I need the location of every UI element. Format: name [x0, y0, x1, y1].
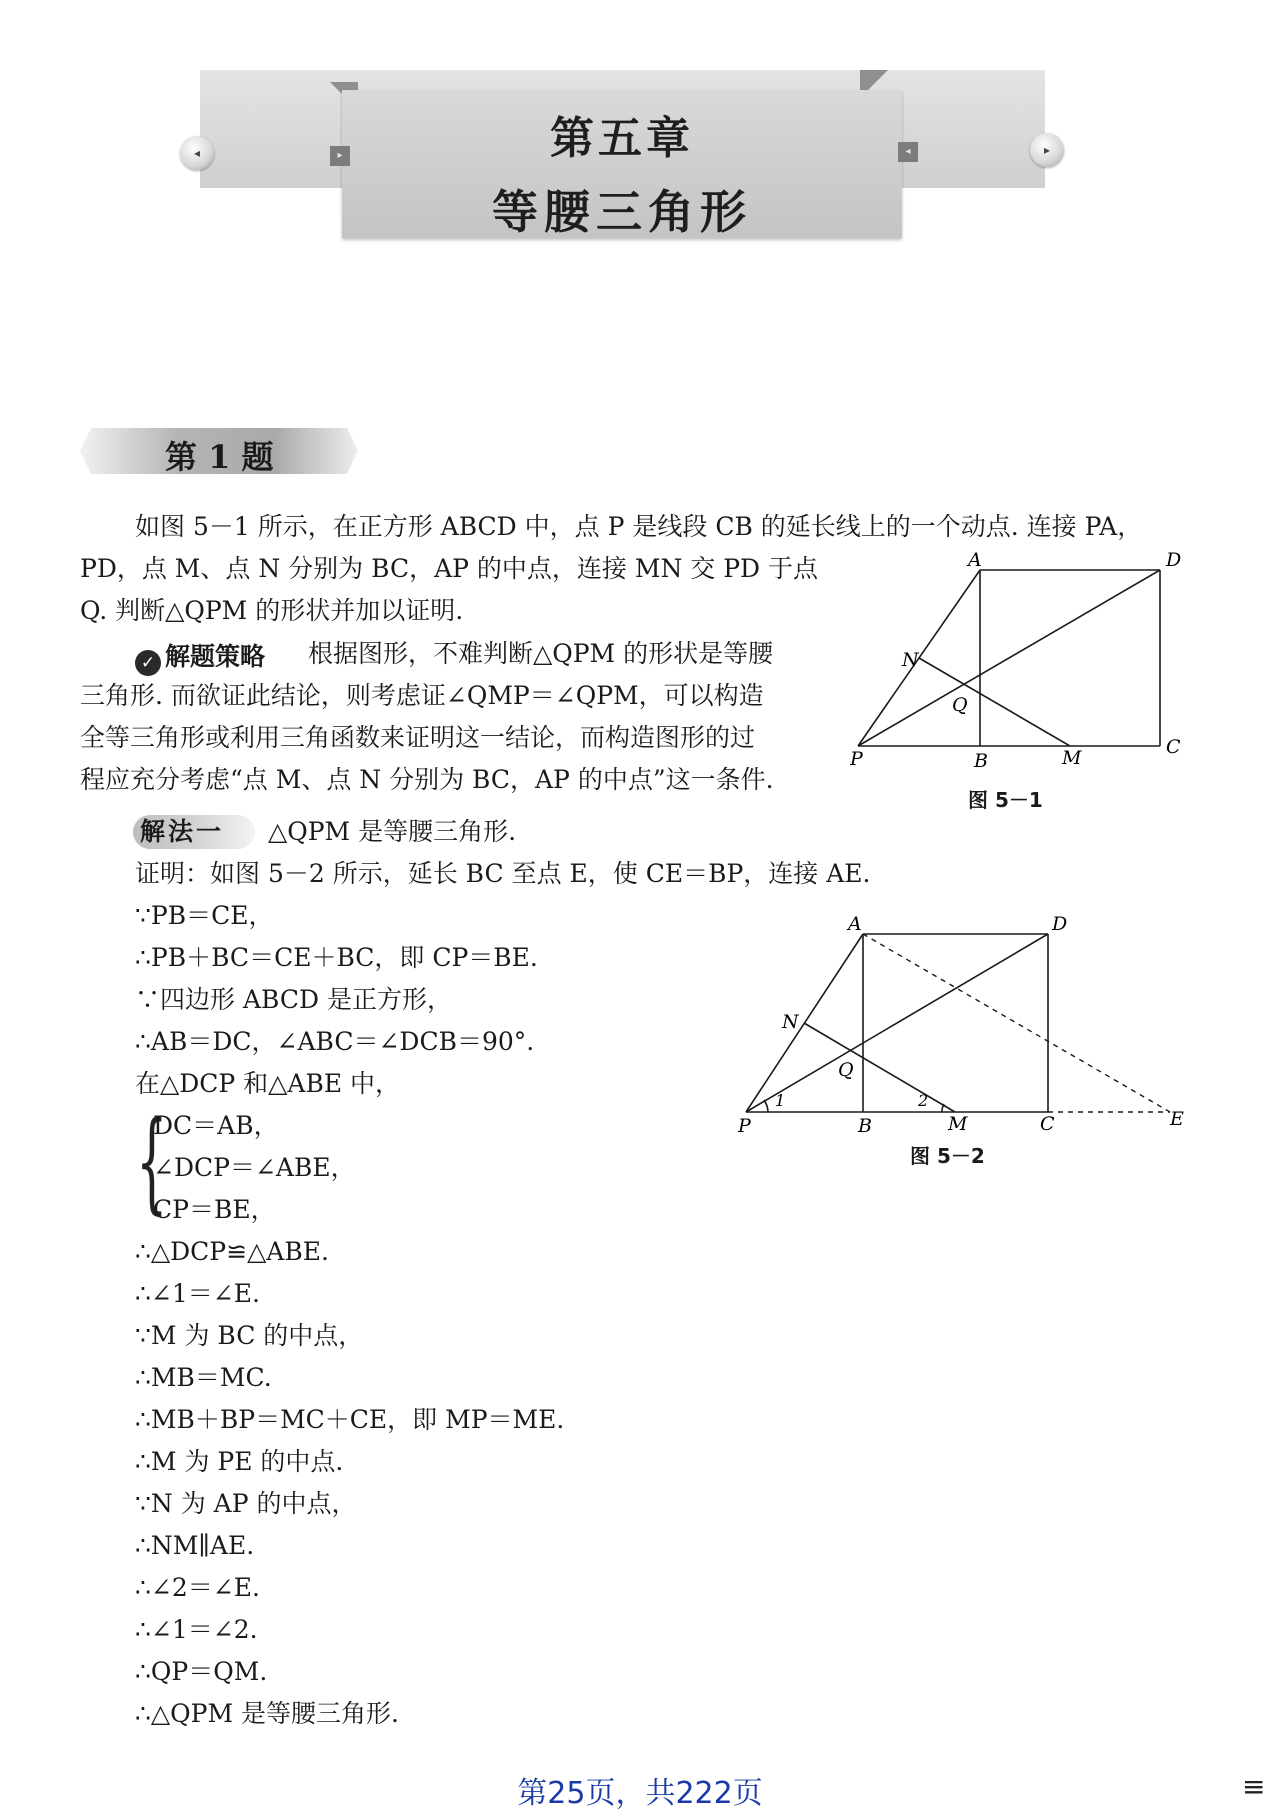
proof-line-3: ∴PB＋BC＝CE＋BC，即 CP＝BE.	[135, 943, 538, 972]
check-circle-icon: ✓	[135, 650, 161, 676]
conclusion-line-6: ∴M 为 PE 的中点.	[135, 1447, 344, 1476]
strategy-line-4: 程应充分考虑“点 M、点 N 分别为 BC，AP 的中点”这一条件.	[80, 765, 774, 794]
problem-statement-line-1: 如图 5－1 所示，在正方形 ABCD 中，点 P 是线段 CB 的延长线上的一个动点. 连接 PA，	[135, 512, 1143, 541]
fig2-label-A: A	[848, 913, 862, 935]
fig2-label-E: E	[1170, 1108, 1184, 1130]
fig1-label-Q: Q	[952, 694, 968, 716]
figure-5-1-caption: 图 5－1	[968, 788, 1043, 812]
right-tab-arrow-icon: ◂	[898, 142, 918, 162]
figure-5-2	[730, 910, 1195, 1135]
fig1-label-M: M	[1062, 747, 1082, 768]
prev-arrow-icon: ◂	[180, 136, 214, 170]
left-tab-arrow-icon: ▸	[330, 146, 350, 166]
fig2-angle-1-arc	[764, 1100, 768, 1112]
strategy-heading	[135, 637, 265, 676]
problem-statement-line-2: PD，点 M、点 N 分别为 BC，AP 的中点，连接 MN 交 PD 于点	[80, 554, 819, 583]
fig2-label-P: P	[738, 1115, 751, 1135]
banner-front-panel	[342, 90, 902, 238]
problem-label: 第 1 题	[165, 438, 274, 476]
fig2-label-angle-1: 1	[775, 1091, 786, 1110]
fig1-label-C: C	[1166, 736, 1181, 758]
proof-line-1: 证明：如图 5－2 所示，延长 BC 至点 E，使 CE＝BP，连接 AE.	[135, 859, 871, 888]
next-arrow-icon: ▸	[1030, 133, 1064, 167]
chapter-title: 等腰三角形	[492, 185, 752, 239]
chapter-number: 第五章	[550, 113, 694, 164]
conclusion-line-10: ∴∠1＝∠2.	[135, 1615, 258, 1644]
system-brace: {	[136, 1097, 168, 1225]
fig1-label-D: D	[1166, 549, 1182, 571]
fig1-label-B: B	[974, 750, 988, 768]
conclusion-line-5: ∴MB＋BP＝MC＋CE，即 MP＝ME.	[135, 1405, 565, 1434]
fig2-label-Q: Q	[838, 1059, 854, 1081]
figure-5-1	[850, 548, 1190, 768]
method-label: 解法一	[140, 817, 225, 846]
fig1-line-NM	[919, 658, 1070, 746]
conclusion-line-12: ∴△QPM 是等腰三角形.	[135, 1699, 399, 1728]
conclusion-line-4: ∴MB＝MC.	[135, 1363, 272, 1392]
conclusion-line-9: ∴∠2＝∠E.	[135, 1573, 260, 1602]
strategy-line-3: 全等三角形或利用三角函数来证明这一结论，而构造图形的过	[80, 723, 756, 752]
figure-5-2-caption: 图 5－2	[910, 1144, 985, 1168]
proof-line-5: ∴AB＝DC，∠ABC＝∠DCB＝90°.	[135, 1027, 535, 1056]
fig2-label-C: C	[1040, 1113, 1055, 1135]
conclusion-line-8: ∴NM∥AE.	[135, 1531, 255, 1560]
fig2-label-D: D	[1052, 913, 1068, 935]
system-line-3: CP＝BE，	[153, 1195, 276, 1224]
fig2-label-angle-2: 2	[918, 1091, 929, 1110]
conclusion-line-7: ∵N 为 AP 的中点，	[135, 1489, 357, 1518]
system-line-2: ∠DCP＝∠ABE，	[153, 1153, 356, 1182]
conclusion-line-11: ∴QP＝QM.	[135, 1657, 268, 1686]
conclusion-line-1: ∴△DCP≌△ABE.	[135, 1237, 329, 1266]
fig1-label-P: P	[850, 748, 863, 768]
strategy-line-1: 根据图形，不难判断△QPM 的形状是等腰	[308, 639, 774, 668]
system-line-1: DC＝AB，	[153, 1111, 279, 1140]
conclusion-line-2: ∴∠1＝∠E.	[135, 1279, 260, 1308]
fig1-label-N: N	[902, 649, 919, 671]
problem-statement-line-3: Q. 判断△QPM 的形状并加以证明.	[80, 596, 464, 625]
strategy-label: 解题策略	[165, 642, 266, 671]
menu-icon: ≡	[1242, 1770, 1266, 1803]
strategy-line-2: 三角形. 而欲证此结论，则考虑证∠QMP＝∠QPM，可以构造	[80, 681, 764, 710]
proof-line-6: 在△DCP 和△ABE 中，	[135, 1069, 401, 1098]
fig2-label-M: M	[948, 1113, 968, 1135]
fig1-label-A: A	[968, 549, 982, 571]
fig2-line-NM	[804, 1023, 955, 1112]
page-indicator: 第25页，共222页	[517, 1776, 763, 1811]
conclusion-line-3: ∵M 为 BC 的中点，	[135, 1321, 364, 1350]
fig2-label-B: B	[858, 1115, 872, 1135]
proof-line-4: ∵四边形 ABCD 是正方形，	[135, 985, 452, 1014]
fig2-label-N: N	[782, 1011, 799, 1033]
method-claim: △QPM 是等腰三角形.	[268, 817, 517, 846]
proof-line-2: ∵PB＝CE，	[135, 901, 274, 930]
